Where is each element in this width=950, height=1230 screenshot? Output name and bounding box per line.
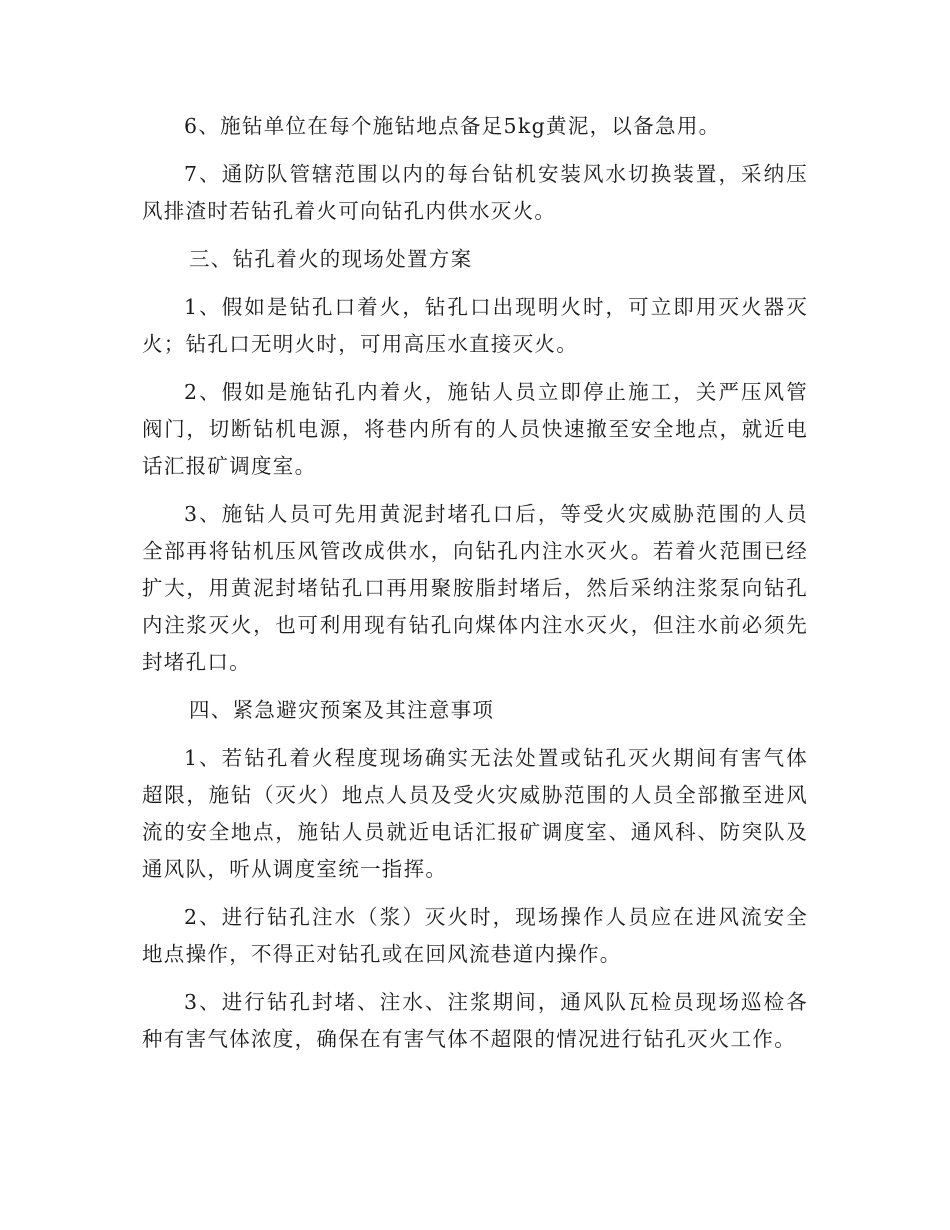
section-heading-4: 四、紧急避灾预案及其注意事项: [189, 698, 495, 722]
paragraph-6-loess-reserve: 6、施钻单位在每个施钻地点备足5kg黄泥，以备急用。: [184, 114, 721, 138]
paragraph-3-3: 3、施钻人员可先用黄泥封堵孔口后，等受火灾威胁范围的人员全部再将钻机压风管改成供水，向钻孔内注水灭火。若着火范围已经扩大，用黄泥封堵钻孔口再用聚胺脂封堵后，然后采纳注浆泵向钻孔内注浆灭火，也可利用现有钻孔向煤体内注水灭火，但注水前必须先封堵孔口。: [142, 502, 808, 674]
paragraph-3-1: 1、假如是钻孔口着火，钻孔口出现明火时，可立即用灭火器灭火；钻孔口无明火时，可用高压水直接灭火。: [142, 295, 808, 356]
paragraph-4-3: 3、进行钻孔封堵、注水、注浆期间，通风队瓦检员现场巡检各种有害气体浓度，确保在有害气体不超限的情况进行钻孔灭火工作。: [142, 990, 808, 1051]
paragraph-7-wind-water-switch: 7、通防队管辖范围以内的每台钻机安装风水切换装置，采纳压风排渣时若钻孔着火可向钻孔内供水灭火。: [142, 162, 808, 223]
paragraph-3-2: 2、假如是施钻孔内着火，施钻人员立即停止施工，关严压风管阀门，切断钻机电源，将巷内所有的人员快速撤至安全地点，就近电话汇报矿调度室。: [142, 380, 808, 478]
paragraph-4-2: 2、进行钻孔注水（浆）灭火时，现场操作人员应在进风流安全地点操作，不得正对钻孔或在回风流巷道内操作。: [142, 905, 808, 966]
section-heading-3: 三、钻孔着火的现场处置方案: [189, 247, 473, 271]
document-page: [142, 108, 808, 1058]
paragraph-4-1: 1、若钻孔着火程度现场确实无法处置或钻孔灭火期间有害气体超限，施钻（灭火）地点人员及受火灾威胁范围的人员全部撤至进风流的安全地点，施钻人员就近电话汇报矿调度室、通风科、防突队及通风队，听从调度室统一指挥。: [142, 746, 808, 881]
